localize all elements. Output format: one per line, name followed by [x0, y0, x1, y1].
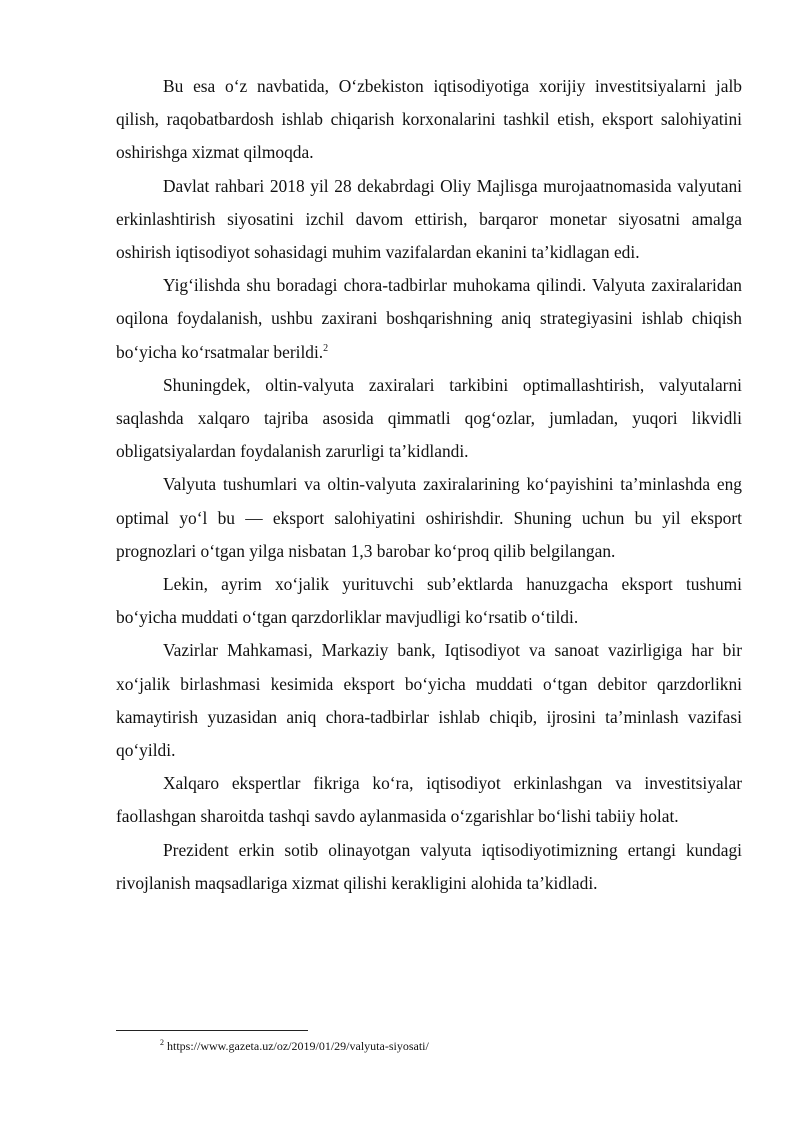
footnote-number: 2: [160, 1038, 164, 1047]
paragraph-8: [116, 767, 742, 833]
footnote-reference[interactable]: 2: [323, 342, 329, 354]
paragraph-3: [116, 269, 742, 369]
body-text: [116, 70, 742, 900]
paragraph-text: Shuningdek, oltin-valyuta zaxiralari tarkibini optimallashtirish, valyutalarni saqlashda xalqaro tajriba asosida qimmatli qog‘ozlar, jumladan, yuqori likvidli obligatsiyalardan foydalanish zarurligi ta’kidlandi.: [116, 374, 742, 462]
paragraph-2: [116, 170, 742, 270]
paragraph-6: [116, 568, 742, 634]
paragraph-9: [116, 834, 742, 900]
paragraph-text: Vazirlar Mahkamasi, Markaziy bank, Iqtisodiyot va sanoat vazirligiga har bir xo‘jalik birlashmasi kesimida eksport bo‘yicha muddati o‘tgan debitor qarzdorlikni kamaytirish yuzasidan aniq chora-tadbirlar ishlab chiqib, ijrosini ta’minlash vazifasi qo‘yildi.: [116, 640, 742, 761]
paragraph-text: Davlat rahbari 2018 yil 28 dekabrdagi Oliy Majlisga murojaatnomasida valyutani erkinlashtirish siyosatini izchil davom ettirish, barqaror monetar siyosatni amalga oshirish iqtisodiyot sohasidagi muhim vazifalardan ekanini ta’kidlagan edi.: [116, 175, 742, 263]
footnote: [160, 1038, 429, 1054]
paragraph-4: [116, 369, 742, 469]
footnote-link[interactable]: https://www.gazeta.uz/oz/2019/01/29/valyuta-siyosati/: [167, 1039, 429, 1053]
paragraph-7: [116, 634, 742, 767]
footnote-separator: [116, 1030, 308, 1031]
paragraph-text: Yig‘ilishda shu boradagi chora-tadbirlar muhokama qilindi. Valyuta zaxiralaridan oqilona foydalanish, ushbu zaxirani boshqarishning aniq strategiyasini ishlab chiqish bo‘yicha ko‘rsatmalar berildi.: [116, 275, 742, 362]
paragraph-text: Bu esa o‘z navbatida, O‘zbekiston iqtisodiyotiga xorijiy investitsiyalarni jalb qilish, raqobatbardosh ishlab chiqarish korxonalarini tashkil etish, eksport salohiyatini oshirishga xizmat qilmoqda.: [116, 76, 742, 163]
paragraph-text: Lekin, ayrim xo‘jalik yurituvchi sub’ektlarda hanuzgacha eksport tushumi bo‘yicha muddati o‘tgan qarzdorliklar mavjudligi ko‘rsatib o‘tildi.: [116, 574, 742, 628]
paragraph-5: [116, 468, 742, 568]
paragraph-1: [116, 70, 742, 170]
paragraph-text: Xalqaro ekspertlar fikriga ko‘ra, iqtisodiyot erkinlashgan va investitsiyalar faollashgan sharoitda tashqi savdo aylanmasida o‘zgarishlar bo‘lishi tabiiy holat.: [116, 773, 742, 827]
paragraph-text: Valyuta tushumlari va oltin-valyuta zaxiralarining ko‘payishini ta’minlashda eng optimal yo‘l bu — eksport salohiyatini oshirishdir. Shuning uchun bu yil eksport prognozlari o‘tgan yilga nisbatan 1,3 barobar ko‘proq qilib belgilangan.: [116, 474, 742, 561]
paragraph-text: Prezident erkin sotib olinayotgan valyuta iqtisodiyotimizning ertangi kundagi rivojlanish maqsadlariga xizmat qilishi kerakligini alohida ta’kidladi.: [116, 839, 742, 893]
